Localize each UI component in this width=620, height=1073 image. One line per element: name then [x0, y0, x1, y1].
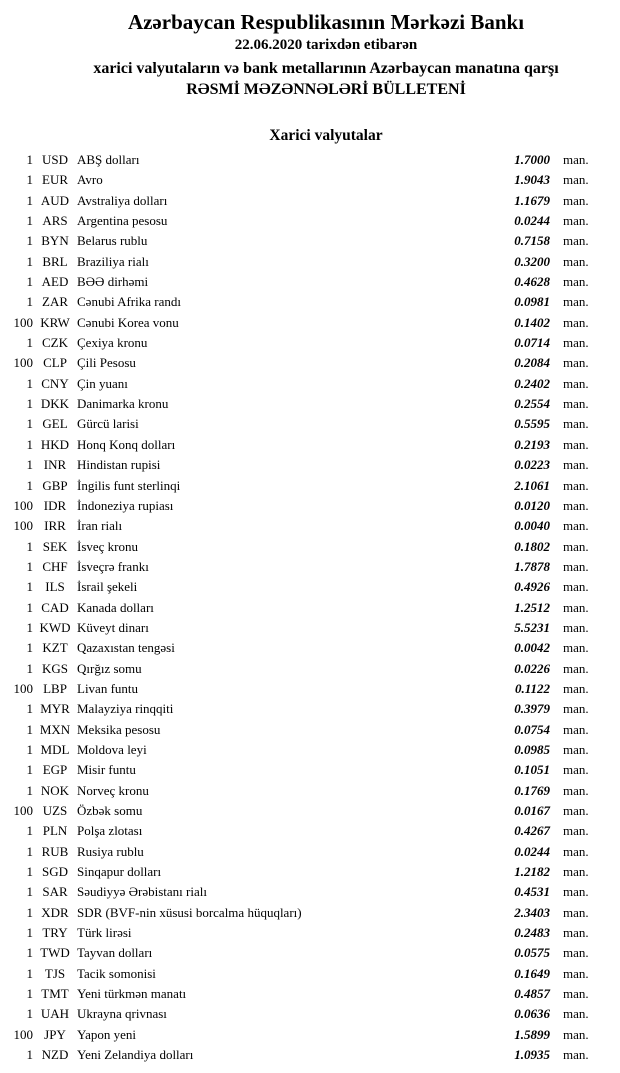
currency-code-cell: BYN — [41, 233, 69, 249]
unit-cell: man. — [563, 213, 589, 229]
rate-cell: 0.7158 — [514, 233, 550, 249]
currency-code-cell: CZK — [42, 335, 68, 351]
table-row — [0, 414, 620, 434]
currency-code-cell: XDR — [41, 904, 69, 920]
quantity-cell: 1 — [26, 782, 33, 798]
section-title: Xarici valyutalar — [269, 127, 383, 144]
rate-cell: 0.4628 — [514, 274, 550, 290]
unit-cell: man. — [563, 294, 589, 310]
table-row — [0, 231, 620, 251]
table-row — [0, 516, 620, 536]
rate-cell: 0.2402 — [514, 375, 550, 391]
unit-cell: man. — [563, 986, 589, 1002]
rate-cell: 0.4531 — [514, 884, 550, 900]
rate-cell: 2.3403 — [514, 904, 550, 920]
rate-cell: 1.7878 — [514, 558, 550, 574]
currency-code-cell: NOK — [40, 782, 70, 798]
rate-cell: 0.1802 — [514, 538, 550, 554]
unit-cell: man. — [563, 436, 589, 452]
rate-cell: 0.0754 — [514, 721, 550, 737]
unit-cell: man. — [563, 314, 589, 330]
quantity-cell: 1 — [26, 477, 33, 493]
currency-code-cell: TRY — [42, 925, 68, 941]
quantity-cell: 1 — [26, 152, 33, 167]
rate-cell: 1.7000 — [514, 152, 550, 167]
rate-cell: 0.5595 — [514, 416, 550, 432]
unit-cell: man. — [563, 152, 589, 167]
currency-name-cell: Səudiyyə Ərəbistanı rialı — [77, 884, 207, 900]
currency-name-cell: İndoneziya rupiası — [77, 497, 174, 513]
table-row — [0, 455, 620, 475]
table-row — [0, 374, 620, 394]
table-row — [0, 618, 620, 638]
unit-cell: man. — [563, 904, 589, 920]
currency-code-cell: IRR — [44, 518, 66, 534]
table-row — [0, 394, 620, 414]
rate-cell: 0.1649 — [514, 965, 550, 981]
currency-name-cell: Braziliya rialı — [77, 253, 149, 269]
unit-cell: man. — [563, 660, 589, 676]
table-row — [0, 476, 620, 496]
rate-cell: 5.5231 — [514, 619, 550, 635]
quantity-cell: 1 — [26, 864, 33, 880]
currency-name-cell: ABŞ dolları — [77, 152, 140, 167]
unit-cell: man. — [563, 579, 589, 595]
table-row — [0, 1045, 620, 1065]
quantity-cell: 1 — [26, 762, 33, 778]
table-row — [0, 781, 620, 801]
currency-name-cell: Özbək somu — [77, 803, 143, 818]
unit-cell: man. — [563, 741, 589, 757]
currency-name-cell: Moldova leyi — [77, 741, 147, 757]
quantity-cell: 1 — [26, 925, 33, 941]
currency-code-cell: ARS — [42, 213, 68, 229]
currency-code-cell: SEK — [42, 538, 68, 554]
rate-cell: 1.0935 — [514, 1047, 550, 1063]
unit-cell: man. — [563, 640, 589, 656]
currency-name-cell: İsrail şekeli — [77, 579, 138, 595]
currency-name-cell: Çin yuanı — [77, 375, 128, 391]
table-row — [0, 598, 620, 618]
currency-name-cell: Avstraliya dolları — [77, 192, 168, 208]
currency-code-cell: TMT — [41, 986, 69, 1002]
currency-name-cell: Hindistan rupisi — [77, 457, 161, 473]
currency-name-cell: Ukrayna qrivnası — [77, 1006, 167, 1022]
table-row — [0, 801, 620, 821]
currency-name-cell: Honq Konq dolları — [77, 436, 176, 452]
quantity-cell: 1 — [26, 599, 33, 615]
rate-cell: 1.2512 — [514, 599, 550, 615]
currency-name-cell: Yeni türkmən manatı — [77, 986, 187, 1002]
quantity-cell: 1 — [26, 335, 33, 351]
table-row — [0, 537, 620, 557]
currency-code-cell: KGS — [41, 660, 68, 676]
quantity-cell: 100 — [13, 497, 33, 513]
table-row — [0, 659, 620, 679]
quantity-cell: 1 — [26, 1047, 33, 1063]
unit-cell: man. — [563, 396, 589, 412]
currency-name-cell: Cənubi Korea vonu — [77, 314, 179, 330]
table-row — [0, 577, 620, 597]
currency-code-cell: MXN — [39, 721, 71, 737]
currency-name-cell: Avro — [77, 172, 103, 188]
currency-name-cell: BƏƏ dirhəmi — [77, 274, 149, 290]
currency-name-cell: Türk lirəsi — [77, 925, 132, 941]
currency-code-cell: IDR — [43, 497, 67, 513]
unit-cell: man. — [563, 538, 589, 554]
currency-code-cell: CAD — [41, 599, 69, 615]
quantity-cell: 1 — [26, 192, 33, 208]
quantity-cell: 1 — [26, 843, 33, 859]
rate-cell: 0.4857 — [514, 986, 550, 1002]
currency-name-cell: Meksika pesosu — [77, 721, 161, 737]
table-row — [0, 435, 620, 455]
table-row — [0, 211, 620, 231]
unit-cell: man. — [563, 843, 589, 859]
currency-code-cell: TWD — [40, 945, 70, 961]
rate-cell: 0.4926 — [514, 579, 550, 595]
rate-cell: 1.5899 — [514, 1026, 550, 1042]
currency-code-cell: SGD — [41, 864, 68, 880]
quantity-cell: 1 — [26, 619, 33, 635]
table-row — [0, 150, 620, 170]
currency-name-cell: Tayvan dolları — [77, 945, 153, 961]
unit-cell: man. — [563, 701, 589, 717]
currency-code-cell: JPY — [44, 1026, 66, 1042]
table-row — [0, 720, 620, 740]
table-row — [0, 313, 620, 333]
quantity-cell: 1 — [26, 294, 33, 310]
currency-name-cell: Danimarka kronu — [77, 396, 169, 412]
rate-cell: 0.0244 — [514, 843, 550, 859]
quantity-cell: 1 — [26, 558, 33, 574]
document-title: RƏSMİ MƏZƏNNƏLƏRİ BÜLLETENİ — [186, 81, 466, 98]
currency-code-cell: MDL — [40, 741, 70, 757]
currency-name-cell: Malayziya rinqqiti — [77, 701, 174, 717]
quantity-cell: 1 — [26, 538, 33, 554]
quantity-cell: 100 — [13, 518, 33, 534]
currency-name-cell: Yeni Zelandiya dolları — [77, 1047, 194, 1063]
unit-cell: man. — [563, 558, 589, 574]
rate-cell: 0.0042 — [514, 640, 550, 656]
currency-name-cell: İran rialı — [77, 518, 123, 534]
currency-code-cell: CNY — [41, 375, 69, 391]
unit-cell: man. — [563, 457, 589, 473]
currency-code-cell: TJS — [44, 965, 66, 981]
quantity-cell: 1 — [26, 721, 33, 737]
currency-name-cell: Cənubi Afrika randı — [77, 294, 181, 310]
unit-cell: man. — [563, 172, 589, 188]
unit-cell: man. — [563, 192, 589, 208]
rate-cell: 0.0120 — [514, 497, 550, 513]
unit-cell: man. — [563, 518, 589, 534]
quantity-cell: 1 — [26, 375, 33, 391]
currency-code-cell: EUR — [42, 172, 68, 188]
table-row — [0, 882, 620, 902]
rate-cell: 0.0167 — [514, 803, 550, 818]
currency-code-cell: NZD — [41, 1047, 69, 1063]
quantity-cell: 1 — [26, 640, 33, 656]
rate-cell: 0.0636 — [514, 1006, 550, 1022]
table-row — [0, 272, 620, 292]
quantity-cell: 1 — [26, 1006, 33, 1022]
unit-cell: man. — [563, 803, 589, 818]
quantity-cell: 1 — [26, 945, 33, 961]
currency-name-cell: Çexiya kronu — [77, 335, 148, 351]
unit-cell: man. — [563, 619, 589, 635]
table-row — [0, 984, 620, 1004]
exchange-rates-table — [0, 150, 620, 1065]
rate-cell: 1.2182 — [514, 864, 550, 880]
quantity-cell: 1 — [26, 986, 33, 1002]
effective-date-line: 22.06.2020 tarixdən etibarən — [234, 37, 418, 53]
currency-code-cell: BRL — [42, 253, 68, 269]
unit-cell: man. — [563, 375, 589, 391]
unit-cell: man. — [563, 864, 589, 880]
quantity-cell: 100 — [13, 803, 33, 818]
currency-code-cell: ILS — [45, 579, 65, 595]
unit-cell: man. — [563, 1006, 589, 1022]
rate-cell: 0.3979 — [514, 701, 550, 717]
unit-cell: man. — [563, 1026, 589, 1042]
currency-code-cell: KWD — [39, 619, 71, 635]
currency-code-cell: AED — [41, 274, 69, 290]
quantity-cell: 1 — [26, 213, 33, 229]
rate-cell: 0.0244 — [514, 213, 550, 229]
unit-cell: man. — [563, 823, 589, 839]
currency-code-cell: HKD — [40, 436, 70, 452]
rate-cell: 0.0714 — [514, 335, 550, 351]
currency-name-cell: Misir funtu — [77, 762, 136, 778]
table-row — [0, 557, 620, 577]
currency-code-cell: UAH — [40, 1006, 70, 1022]
unit-cell: man. — [563, 253, 589, 269]
quantity-cell: 1 — [26, 172, 33, 188]
currency-name-cell: Rusiya rublu — [77, 843, 144, 859]
table-row — [0, 760, 620, 780]
quantity-cell: 1 — [26, 579, 33, 595]
currency-name-cell: Qırğız somu — [77, 660, 142, 676]
unit-cell: man. — [563, 233, 589, 249]
currency-code-cell: KZT — [42, 640, 68, 656]
unit-cell: man. — [563, 599, 589, 615]
rate-cell: 1.1679 — [514, 192, 550, 208]
quantity-cell: 1 — [26, 904, 33, 920]
table-row — [0, 1004, 620, 1024]
quantity-cell: 1 — [26, 233, 33, 249]
table-row — [0, 1025, 620, 1045]
quantity-cell: 100 — [13, 1026, 33, 1042]
quantity-cell: 1 — [26, 396, 33, 412]
currency-name-cell: İsveçrə frankı — [77, 558, 149, 574]
quantity-cell: 100 — [13, 680, 33, 696]
rate-cell: 0.2193 — [514, 436, 550, 452]
table-row — [0, 292, 620, 312]
currency-name-cell: Qazaxıstan tengəsi — [77, 640, 175, 656]
quantity-cell: 1 — [26, 701, 33, 717]
quantity-cell: 100 — [13, 314, 33, 330]
table-row — [0, 353, 620, 373]
table-row — [0, 252, 620, 272]
table-row — [0, 903, 620, 923]
table-row — [0, 699, 620, 719]
rate-cell: 0.2084 — [514, 355, 550, 371]
currency-name-cell: İngilis funt sterlinqi — [77, 477, 181, 493]
currency-code-cell: DKK — [40, 396, 70, 412]
rate-cell: 0.0040 — [514, 518, 550, 534]
quantity-cell: 1 — [26, 416, 33, 432]
bank-name-title: Azərbaycan Respublikasının Mərkəzi Bankı — [127, 10, 525, 34]
unit-cell: man. — [563, 782, 589, 798]
unit-cell: man. — [563, 884, 589, 900]
rate-cell: 0.1051 — [514, 762, 550, 778]
rate-cell: 0.0981 — [514, 294, 550, 310]
currency-code-cell: MYR — [40, 701, 70, 717]
table-row — [0, 862, 620, 882]
currency-code-cell: PLN — [42, 823, 68, 839]
currency-code-cell: INR — [43, 457, 67, 473]
table-row — [0, 333, 620, 353]
currency-name-cell: SDR (BVF-nin xüsusi borcalma hüquqları) — [77, 904, 302, 920]
currency-code-cell: RUB — [41, 843, 69, 859]
unit-cell: man. — [563, 925, 589, 941]
currency-code-cell: UZS — [42, 803, 68, 818]
currency-code-cell: CHF — [42, 558, 68, 574]
bulletin-header — [0, 9, 620, 100]
currency-name-cell: Argentina pesosu — [77, 213, 168, 229]
quantity-cell: 1 — [26, 253, 33, 269]
table-row — [0, 638, 620, 658]
unit-cell: man. — [563, 355, 589, 371]
currency-code-cell: KRW — [40, 314, 70, 330]
table-row — [0, 740, 620, 760]
currency-code-cell: CLP — [43, 355, 67, 371]
quantity-cell: 1 — [26, 965, 33, 981]
currency-name-cell: Küveyt dinarı — [77, 619, 149, 635]
currency-code-cell: EGP — [42, 762, 68, 778]
quantity-cell: 1 — [26, 741, 33, 757]
rate-cell: 0.0226 — [514, 660, 550, 676]
table-row — [0, 842, 620, 862]
table-row — [0, 923, 620, 943]
rate-cell: 0.0985 — [514, 741, 550, 757]
currency-code-cell: USD — [41, 152, 68, 167]
rate-cell: 0.2483 — [514, 925, 550, 941]
currency-name-cell: Tacik somonisi — [77, 965, 156, 981]
currency-code-cell: GEL — [42, 416, 68, 432]
rate-cell: 1.9043 — [514, 172, 550, 188]
rate-cell: 0.2554 — [514, 396, 550, 412]
rate-cell: 0.0223 — [514, 457, 550, 473]
table-row — [0, 943, 620, 963]
unit-cell: man. — [563, 335, 589, 351]
rate-cell: 0.0575 — [514, 945, 550, 961]
quantity-cell: 1 — [26, 436, 33, 452]
currency-code-cell: GBP — [42, 477, 68, 493]
table-row — [0, 679, 620, 699]
currency-name-cell: Yapon yeni — [77, 1026, 136, 1042]
unit-cell: man. — [563, 762, 589, 778]
currency-name-cell: Kanada dolları — [77, 599, 154, 615]
table-row — [0, 964, 620, 984]
unit-cell: man. — [563, 274, 589, 290]
currency-name-cell: Gürcü larisi — [77, 416, 139, 432]
unit-cell: man. — [563, 1047, 589, 1063]
subtitle-line: xarici valyutaların və bank metallarının Azərbaycan manatına qarşı — [93, 60, 559, 77]
unit-cell: man. — [563, 721, 589, 737]
quantity-cell: 1 — [26, 884, 33, 900]
rate-cell: 2.1061 — [514, 477, 550, 493]
currency-code-cell: LBP — [43, 680, 67, 696]
rate-cell: 0.1769 — [514, 782, 550, 798]
currency-name-cell: Çili Pesosu — [77, 355, 136, 371]
table-row — [0, 496, 620, 516]
table-row — [0, 191, 620, 211]
currency-code-cell: SAR — [42, 884, 68, 900]
currency-name-cell: Belarus rublu — [77, 233, 148, 249]
rate-cell: 0.1122 — [514, 680, 550, 696]
currency-code-cell: ZAR — [42, 294, 68, 310]
currency-name-cell: Sinqapur dolları — [77, 864, 162, 880]
rate-cell: 0.4267 — [514, 823, 550, 839]
unit-cell: man. — [563, 680, 589, 696]
currency-name-cell: Polşa zlotası — [77, 823, 143, 839]
quantity-cell: 1 — [26, 457, 33, 473]
table-row — [0, 170, 620, 190]
currency-name-cell: Norveç kronu — [77, 782, 149, 798]
rate-cell: 0.1402 — [514, 314, 550, 330]
unit-cell: man. — [563, 497, 589, 513]
quantity-cell: 100 — [13, 355, 33, 371]
unit-cell: man. — [563, 477, 589, 493]
unit-cell: man. — [563, 945, 589, 961]
table-row — [0, 821, 620, 841]
quantity-cell: 1 — [26, 823, 33, 839]
unit-cell: man. — [563, 965, 589, 981]
quantity-cell: 1 — [26, 274, 33, 290]
unit-cell: man. — [563, 416, 589, 432]
quantity-cell: 1 — [26, 660, 33, 676]
currency-name-cell: İsveç kronu — [77, 538, 139, 554]
currency-code-cell: AUD — [40, 192, 70, 208]
rate-cell: 0.3200 — [514, 253, 550, 269]
currency-name-cell: Livan funtu — [77, 680, 139, 696]
